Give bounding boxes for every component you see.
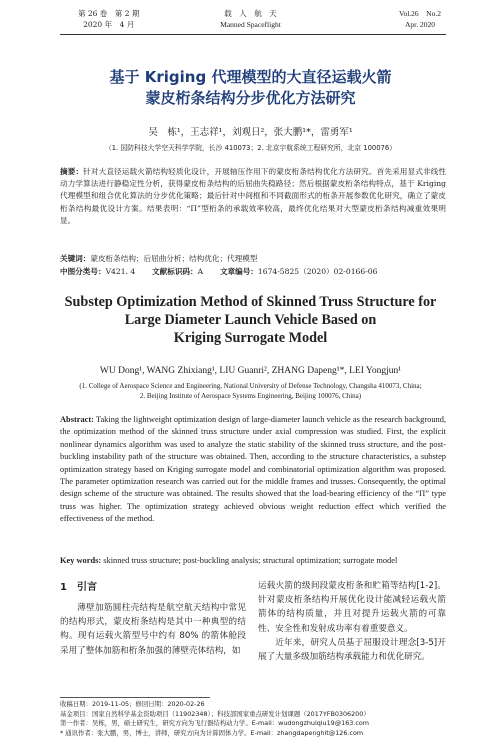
body-left-column xyxy=(60,581,246,658)
footnote-received: 收稿日期：2019-11-05；修回日期：2020-02-26 xyxy=(60,700,205,708)
clc-value: V421. 4 xyxy=(105,267,136,276)
journal-volume-cn xyxy=(78,8,139,30)
journal-name xyxy=(200,8,301,30)
cn-abstract-label: 摘要： xyxy=(60,167,84,176)
doc-label: 文献标识码： xyxy=(152,267,198,276)
en-affiliation xyxy=(0,381,501,401)
header-date: 2020 年 4 月 xyxy=(83,20,135,29)
en-abstract-text: Taking the lightweight optimization design of large-diameter launch vehicle as the research background, the optimization method of the skinned truss structure under axial compression was studied. First, the explicit nonlinear dynamics algorithm was used to analyze the static stability of the skinned truss structure, and the post-buckling instability path of the structure was obtained. Then, according to the structure characteristics, a substep optimization strategy based on Kriging surrogate model and combinatorial optimization algorithm was proposed. The parameter optimization research was carried out for the middle frames and trusses. Consequently, the optimal design scheme of the structure was obtained. The results showed that the load-bearing efficiency of the “Π” type truss was higher. The optimization strategy achieved obvious weight reduction effect which verified the effectiveness of the method. xyxy=(60,415,446,524)
footnote-first-author: 第一作者：吴栋，男，硕士研究生，研究方向为飞行器结构动力学。E-mail：wudongzhuiqiu19@163.com xyxy=(60,719,370,728)
en-authors: WU Dong¹, WANG Zhixiang¹, LIU Guanri², ZHANG Dapeng¹*, LEI Yongjun¹ xyxy=(99,366,402,376)
en-keywords-text: skinned truss structure; post-buckling analysis; structural optimization; surrogate model xyxy=(103,556,398,565)
header-date-en: Apr. 2020 xyxy=(405,20,435,29)
en-title-line2: Large Diameter Launch Vehicle Based on xyxy=(124,312,377,328)
cn-affiliation: （1. 国防科技大学空天科学学院，长沙 410073；2. 北京宇航系统工程研究所，北京 100076） xyxy=(104,144,396,152)
footnotes xyxy=(60,700,446,738)
intro-paragraph-2: 近年来，研究人员基于屈服设计理念[3-5]开展了大量多级加筋结构承载能力和优化研究。 xyxy=(258,637,446,663)
journal-volume-en xyxy=(380,8,460,30)
clc-label: 中图分类号： xyxy=(60,267,106,276)
intro-paragraph-1-cont: 运载火箭的级间段蒙皮桁条和贮箱等结构[1-2]。针对蒙皮桁条结构开展优化设计能减轻运载火箭箭体的结构质量，并且对提升运载火箭的可靠性、安全性和发射成功率有着重要意义。 xyxy=(258,581,446,634)
en-title-line3: Kriging Surrogate Model xyxy=(173,330,328,346)
cn-classification xyxy=(60,266,446,278)
journal-name-cn: 载 人 航 天 xyxy=(224,9,277,18)
cn-authors: 吴 栋¹，王志祥¹，刘观日²，张大鹏¹*，雷勇军¹ xyxy=(148,127,353,138)
en-abstract-label: Abstract: xyxy=(60,415,94,424)
article-label: 文章编号： xyxy=(219,267,258,276)
en-title-line1: Substep Optimization Method of Skinned Truss Structure for xyxy=(64,294,437,310)
footnote-corresponding: * 通讯作者：张大鹏，男，博士，讲师，研究方向为计算固体力学。E-mail：zhangdapenghit@126.com xyxy=(60,728,364,737)
article-value: 1674-5825（2020）02-0166-06 xyxy=(257,267,378,276)
cn-title xyxy=(0,67,501,109)
header-volume: 第 26 卷 第 2 期 xyxy=(78,9,140,18)
en-keywords xyxy=(60,555,446,567)
section-heading: 1 引言 xyxy=(60,582,97,593)
cn-keywords xyxy=(60,253,446,265)
cn-keywords-text: 蒙皮桁条结构；后屈曲分析；结构优化；代理模型 xyxy=(90,254,258,263)
en-affiliation-1: (1. College of Aerospace Science and Engineering, National University of Defense Technology, Changsha 410073, China; xyxy=(79,382,422,390)
cn-title-line1: 基于 Kriging 代理模型的大直径运载火箭 xyxy=(109,68,392,86)
cn-keywords-label: 关键词： xyxy=(60,254,91,263)
intro-paragraph-1: 薄壁加筋圆柱壳结构是航空航天结构中常见的结构形式，蒙皮桁条结构是其中一种典型的结构。现有运载火箭型号中约有 80% 的箭体舱段采用了整体加筋和桁条加强的薄壁壳体结构，如 xyxy=(60,603,246,656)
footnote-rule xyxy=(60,697,210,698)
cn-abstract-text: 针对大直径运载火箭结构轻质化设计，开展轴压作用下的蒙皮桁条结构优化方法研究。首先采用显式非线性动力学算法进行静稳定性分析，获得蒙皮桁条结构的后屈曲失稳路径；然后根据蒙皮桁条结构特点，基于 Kriging 代理模型和组合优化算法的分步优化策略；最后针对中间框和不同截面形式的桁条开展参数优化研究，确立了蒙皮桁条结构最优设计方案。结果表明：“Π”型桁条的承载效率较高，最终优化结果对大型蒙皮桁条结构减重效果明显。 xyxy=(60,167,446,225)
journal-name-en: Manned Spaceflight xyxy=(220,20,281,29)
doc-value: A xyxy=(197,267,204,276)
en-title xyxy=(0,293,501,347)
en-abstract xyxy=(60,414,446,526)
cn-title-line2: 蒙皮桁条结构分步优化方法研究 xyxy=(145,89,356,107)
footnote-fund: 基金项目：国家自然科学基金资助项目（11902348）；科技部国家重点研发计划课题（2017YFB0306200） xyxy=(60,709,370,718)
en-affiliation-2: 2. Beijing Institute of Aerospace Systems Engineering, Beijing 100076, China) xyxy=(139,392,362,400)
cn-abstract xyxy=(60,166,446,227)
header-rule xyxy=(60,34,446,35)
en-keywords-label: Key words: xyxy=(60,556,102,565)
header-volume-en: Vol.26 No.2 xyxy=(399,9,441,18)
body-right-column xyxy=(258,579,446,664)
